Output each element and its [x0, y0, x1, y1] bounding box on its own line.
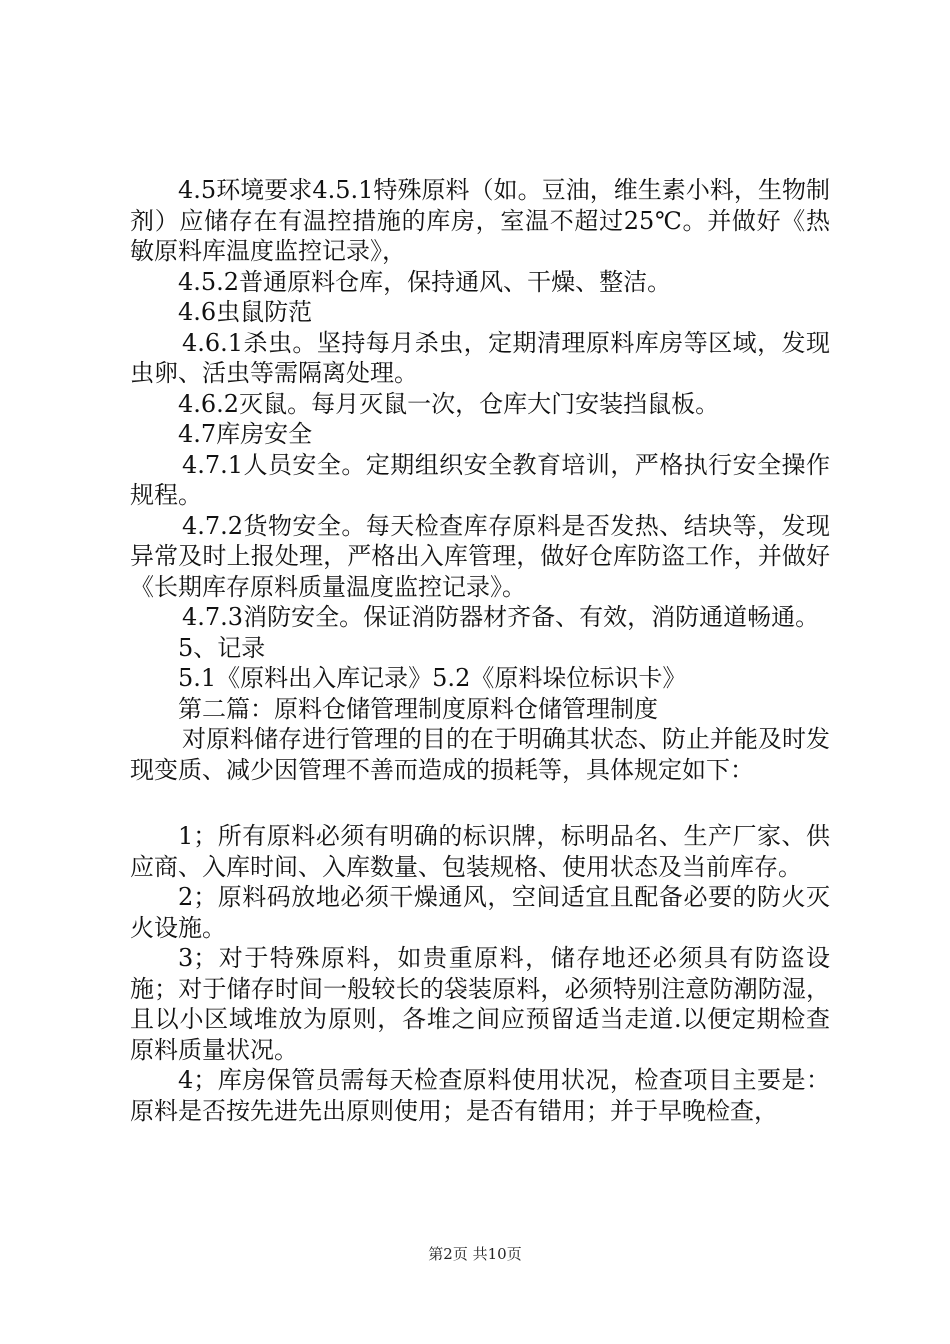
section-title-part-two: 第二篇：原料仓储管理制度原料仓储管理制度: [178, 694, 658, 723]
paragraph-4-5: 4.5环境要求4.5.1特殊原料（如。豆油，维生素小料，生物制剂）应储存在有温控措施的库房，室温不超过25℃。并做好《热敏原料库温度监控记录》，: [130, 176, 830, 265]
paragraph-4-6-1: 4.6.1杀虫。坚持每月杀虫，定期清理原料库房等区域，发现虫卵、活虫等需隔离处理。: [130, 328, 830, 387]
paragraph-4-6-2: 4.6.2灭鼠。每月灭鼠一次，仓库大门安装挡鼠板。: [178, 389, 720, 418]
paragraph-4-5-2: 4.5.2普通原料仓库，保持通风、干燥、整洁。: [178, 267, 672, 296]
blank-line: [130, 785, 830, 821]
rule-3: 3；对于特殊原料，如贵重原料，储存地还必须具有防盗设施；对于储存时间一般较长的袋装原料，必须特别注意防潮防湿，且以小区域堆放为原则，各堆之间应预留适当走道.以便定期检查原料质量状况。: [130, 944, 830, 1064]
heading-4-6: 4.6虫鼠防范: [178, 298, 313, 326]
rule-1: 1；所有原料必须有明确的标识牌，标明品名、生产厂家、供应商、入库时间、入库数量、包装规格、使用状态及当前库存。: [130, 822, 830, 881]
paragraph-4-7-3: 4.7.3消防安全。保证消防器材齐备、有效，消防通道畅通。: [182, 603, 820, 631]
rule-2: 2；原料码放地必须干燥通风，空间适宜且配备必要的防火灭火设施。: [130, 883, 830, 942]
heading-4-7: 4.7库房安全: [178, 420, 313, 448]
heading-5: 5、记录: [178, 633, 266, 662]
body-text: [130, 175, 830, 1126]
rule-4: 4；库房保管员需每天检查原料使用状况，检查项目主要是：原料是否按先进先出原则使用；是否有错用；并于早晚检查，: [130, 1066, 830, 1125]
paragraph-4-7-1: 4.7.1人员安全。定期组织安全教育培训，严格执行安全操作规程。: [130, 450, 830, 509]
paragraph-4-7-2: 4.7.2货物安全。每天检查库存原料是否发热、结块等，发现异常及时上报处理，严格出入库管理，做好仓库防盗工作，并做好《长期库存原料质量温度监控记录》。: [130, 511, 830, 601]
paragraph-intro: 对原料储存进行管理的目的在于明确其状态、防止并能及时发现变质、减少因管理不善而造成的损耗等，具体规定如下：: [130, 725, 830, 784]
paragraph-5-1: 5.1《原料出入库记录》5.2《原料垛位标识卡》: [178, 664, 687, 692]
page-footer: 第2页 共10页: [428, 1245, 522, 1263]
